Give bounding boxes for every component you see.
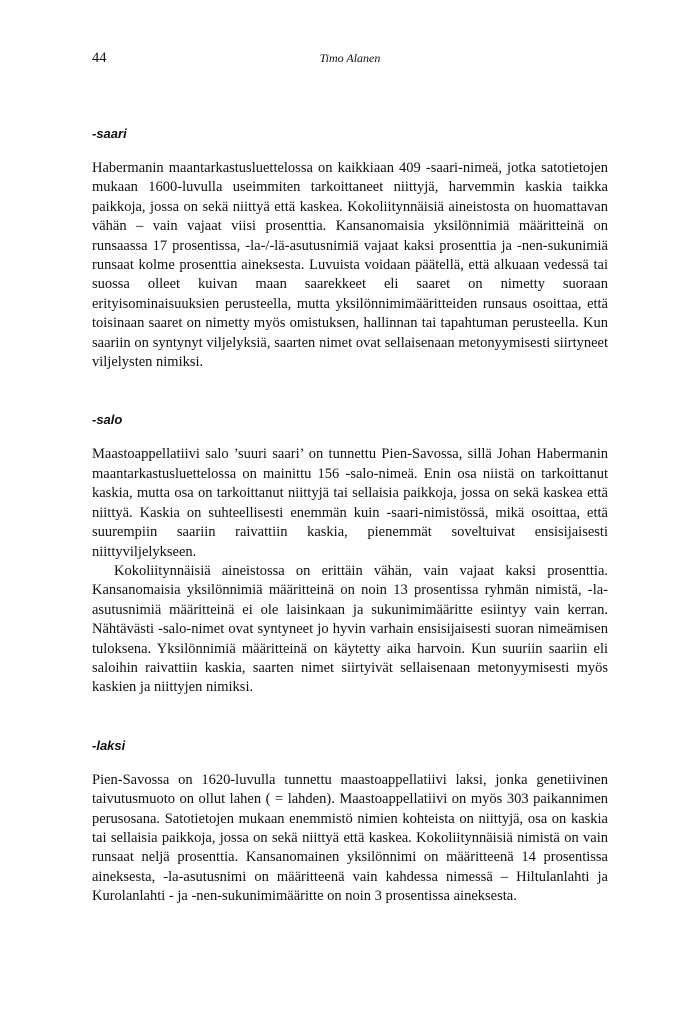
section-saari	[92, 124, 608, 372]
section-laksi	[92, 736, 608, 907]
paragraph: Maastoappellatiivi salo ’suuri saari’ on tunnettu Pien-Savossa, sillä Johan Habermanin maantarkastusluettelossa on mainittu 156 -salo-nimeä. Enin osa niistä on tarkoittanut kaskia, mutta osa on tarkoittanut niittyjä tai sellaisia paikkoja, jossa on sekä kaskea että niittyä. Kaskia on suhteellisesti enemmän kuin -saari-nimistössä, mikä osoittaa, että suurempiin saariin raivattiin kaskia, pienemmät soveltuivat ensisijaisesti niittyviljelykseen.	[92, 446, 608, 560]
section-salo	[92, 410, 608, 697]
section-title: -laksi	[92, 737, 126, 753]
paragraph: Habermanin maantarkastusluettelossa on kaikkiaan 409 -saari-nimeä, jotka satotietojen mukaan 1600-luvulla useimmiten tarkoittaneet niittyjä, harvemmin kaskia taikka paikkoja, jossa on sekä niittyä että kaskea. Kokoliitynnäisiä aineistosta on huomattavan vähän – vain vajaat viisi prosenttia. Kansanomaisia yksilönnimiä määritteinä on runsaassa 17 prosentissa, -la-/-lä-asutusnimiä vajaat kaksi prosenttia ja -nen-sukunimiä runsaat kolme prosenttia aineksesta. Luvuista voidaan päätellä, että alkuaan vedessä tai suossa olleet kuivan maan saarekkeet eli saaret on nimetty suoraan erityisominaisuuksien perusteella, mutta yksilönnimimääritteiden runsaus osoittaa, että toisinaan saaret on nimetty myös omistuksen, hallinnan tai tapahtuman perusteella. Kun saariin on syntynyt viljelyksiä, saarten nimet ovat sellaisenaan metonyymisesti siirtyneet viljelysten nimiksi.	[92, 160, 608, 371]
running-head-author: Timo Alanen	[319, 51, 381, 65]
paragraph: Kokoliitynnäisiä aineistossa on erittäin vähän, vain vajaat kaksi prosenttia. Kansanomaisia yksilönnimiä määritteinä on noin 13 prosentissa ryhmän nimistä, -la-asutusnimiä määritteinä ei ole laisinkaan ja sukunimimääritte esiintyy vain kerran. Nähtävästi -salo-nimet ovat syntyneet jo hyvin varhain ensisijaisesti suoran nimeämisen tuloksena. Yksilönnimiä määritteinä on käytetty aika harvoin. Kun suuriin saariin eli saloihin raivattiin kaskia, saarten nimet siirtyivät sellaisenaan metonyymisesti myös kaskien ja niittyjen nimiksi.	[92, 562, 608, 696]
paragraph: Pien-Savossa on 1620-luvulla tunnettu maastoappellatiivi laksi, jonka genetiivinen taivutusmuoto on ollut lahen ( = lahden). Maastoappellatiivi on myös 303 paikannimen perusosana. Satotietojen mukaan enemmistö nimien kohteista on niittyjä, osa on kaskia tai sellaisia paikkoja, jossa on sekä niittyä että kaskea. Kokoliitynnäisiä nimistä on vain runsaat neljä prosenttia. Kansanomainen yksilönnimi on määritteenä 14 prosentissa aineksesta, -la-asutusnimi on määritteenä vain kahdessa nimessä – Hiltulanlahti ja Kurolanlahti - ja -nen-sukunimimääritte on noin 3 prosentissa aineksesta.	[92, 771, 608, 905]
page-header	[92, 50, 608, 70]
section-title: -saari	[92, 126, 127, 141]
section-title: -salo	[92, 412, 123, 428]
page-body	[92, 124, 608, 907]
page-number: 44	[92, 50, 107, 66]
